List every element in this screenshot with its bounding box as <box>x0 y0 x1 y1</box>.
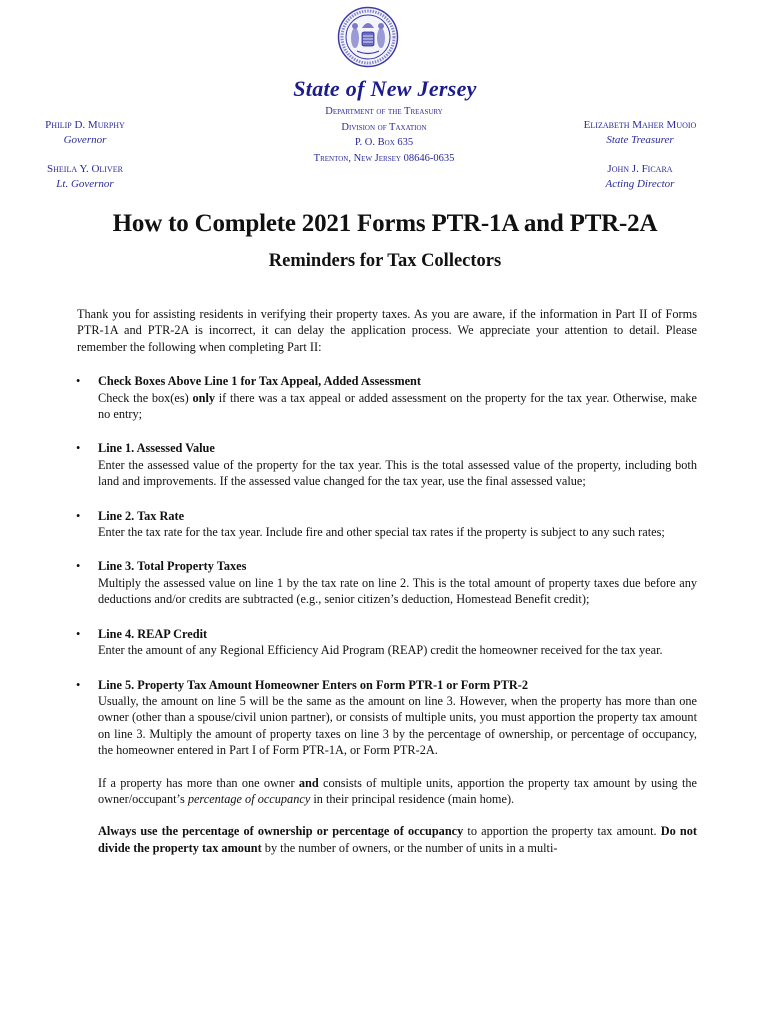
letterhead <box>0 0 770 200</box>
emphasis-percentage-of-occupancy: percentage of occupancy <box>187 791 311 806</box>
item-body: Enter the amount of any Regional Efficiency Aid Program (REAP) credit the homeowner received for the tax year. <box>98 643 663 658</box>
text-run: if there was a tax appeal or added assessment on the property for the tax year. Otherwise, make no entry; <box>98 390 697 422</box>
list-item-line-2 <box>77 508 697 541</box>
emphasis-and: and <box>298 775 319 790</box>
official-title: State Treasurer <box>606 134 674 146</box>
emphasis-always-use: Always use the percentage of ownership or percentage of occupancy <box>98 824 464 839</box>
bullet-icon: • <box>76 559 81 574</box>
item-heading: Line 2. Tax Rate <box>98 508 185 523</box>
po-box: P. O. Box 635 <box>354 137 414 148</box>
text-run: Check the box(es) <box>98 390 193 405</box>
department-name: Department of the Treasury <box>325 106 443 117</box>
officials-left <box>20 118 150 206</box>
item-heading: Line 3. Total Property Taxes <box>98 559 247 574</box>
officials-right <box>560 118 720 206</box>
list-item-check-boxes <box>77 373 697 422</box>
bullet-icon: • <box>76 677 81 692</box>
item-heading: Line 5. Property Tax Amount Homeowner Enters on Form PTR-1 or Form PTR-2 <box>98 677 529 692</box>
state-seal-icon <box>337 6 399 68</box>
official-title: Governor <box>63 134 107 146</box>
intro-paragraph: Thank you for assisting residents in verifying their property taxes. As you are aware, if the information in Part II of Forms PTR-1A and PTR-2A is incorrect, it can delay the application process. We appreciate your attention to detail. Please remember the following when completing Part II: <box>77 307 697 354</box>
list-item-line-1 <box>77 440 697 489</box>
text-run: consists of multiple units, apportion the property tax amount by using the owner/occupant’s <box>98 775 697 806</box>
state-name: State of New Jersey <box>293 76 477 101</box>
official-governor <box>20 118 150 148</box>
item-heading: Line 1. Assessed Value <box>98 441 215 456</box>
document-body <box>77 306 697 874</box>
text-run: in their principal residence (main home). <box>310 791 515 806</box>
bullet-icon: • <box>76 374 81 389</box>
bullet-icon: • <box>76 441 81 456</box>
official-name: Philip D. Murphy <box>45 119 125 131</box>
division-name: Division of Taxation <box>341 121 427 133</box>
document-subtitle: Reminders for Tax Collectors <box>268 251 502 271</box>
official-title: Lt. Governor <box>56 178 114 190</box>
bullet-icon: • <box>76 508 81 523</box>
city-state-zip: Trenton, New Jersey 08646-0635 <box>313 152 455 164</box>
item-body: Usually, the amount on line 5 will be the same as the amount on line 3. However, when the property has more than one owner (other than a spouse/civil union partner), or consists of multiple units, you must apportion the property tax amount on line 3. Multiply the amount of property taxes on line 3 by the percentage of ownership, or percentage of occupancy, the homeowner entered in Part I of Form PTR-1A, or Form PTR-2A. <box>98 693 697 758</box>
list-item-line-3 <box>77 558 697 607</box>
item-body <box>98 390 697 423</box>
item-body: Enter the assessed value of the property for the tax year. This is the total assessed value of the property, including both land and improvements. If the assessed value changed for the tax year, use the final assessed value; <box>98 457 697 489</box>
official-title: Acting Director <box>605 178 675 190</box>
official-lt-governor <box>20 162 150 192</box>
emphasis-only: only <box>192 390 216 405</box>
document-title: How to Complete 2021 Forms PTR-1A and PTR-2A <box>112 210 658 237</box>
official-name: Sheila Y. Oliver <box>47 163 123 175</box>
bullet-icon: • <box>76 626 81 641</box>
text-run: to apportion the property tax amount. <box>463 824 661 839</box>
item-heading: Line 4. REAP Credit <box>98 626 208 641</box>
official-director <box>560 162 720 192</box>
emphasis-do-not-divide: Do not divide the property tax amount <box>98 824 698 855</box>
official-name: John J. Ficara <box>607 163 673 175</box>
list-item-line-4 <box>77 626 697 659</box>
item-body: Enter the tax rate for the tax year. Include fire and other special tax rates if the property is subject to any such rates; <box>98 525 665 540</box>
item-paragraph-multi-owner <box>98 775 697 808</box>
official-name: Elizabeth Maher Muoio <box>583 119 697 131</box>
item-heading: Check Boxes Above Line 1 for Tax Appeal, Added Assessment <box>98 374 421 389</box>
official-treasurer <box>560 118 720 148</box>
item-paragraph-always-use <box>98 823 697 856</box>
list-item-line-5 <box>77 677 697 857</box>
text-run: If a property has more than one owner <box>98 775 299 790</box>
text-run: by the number of owners, or the number of units in a multi- <box>261 840 558 855</box>
item-body: Multiply the assessed value on line 1 by the tax rate on line 2. This is the total amount of property taxes due before any deductions and/or credits are subtracted (e.g., senior citizen’s deduction, Homestead Benefit credit); <box>98 575 697 607</box>
